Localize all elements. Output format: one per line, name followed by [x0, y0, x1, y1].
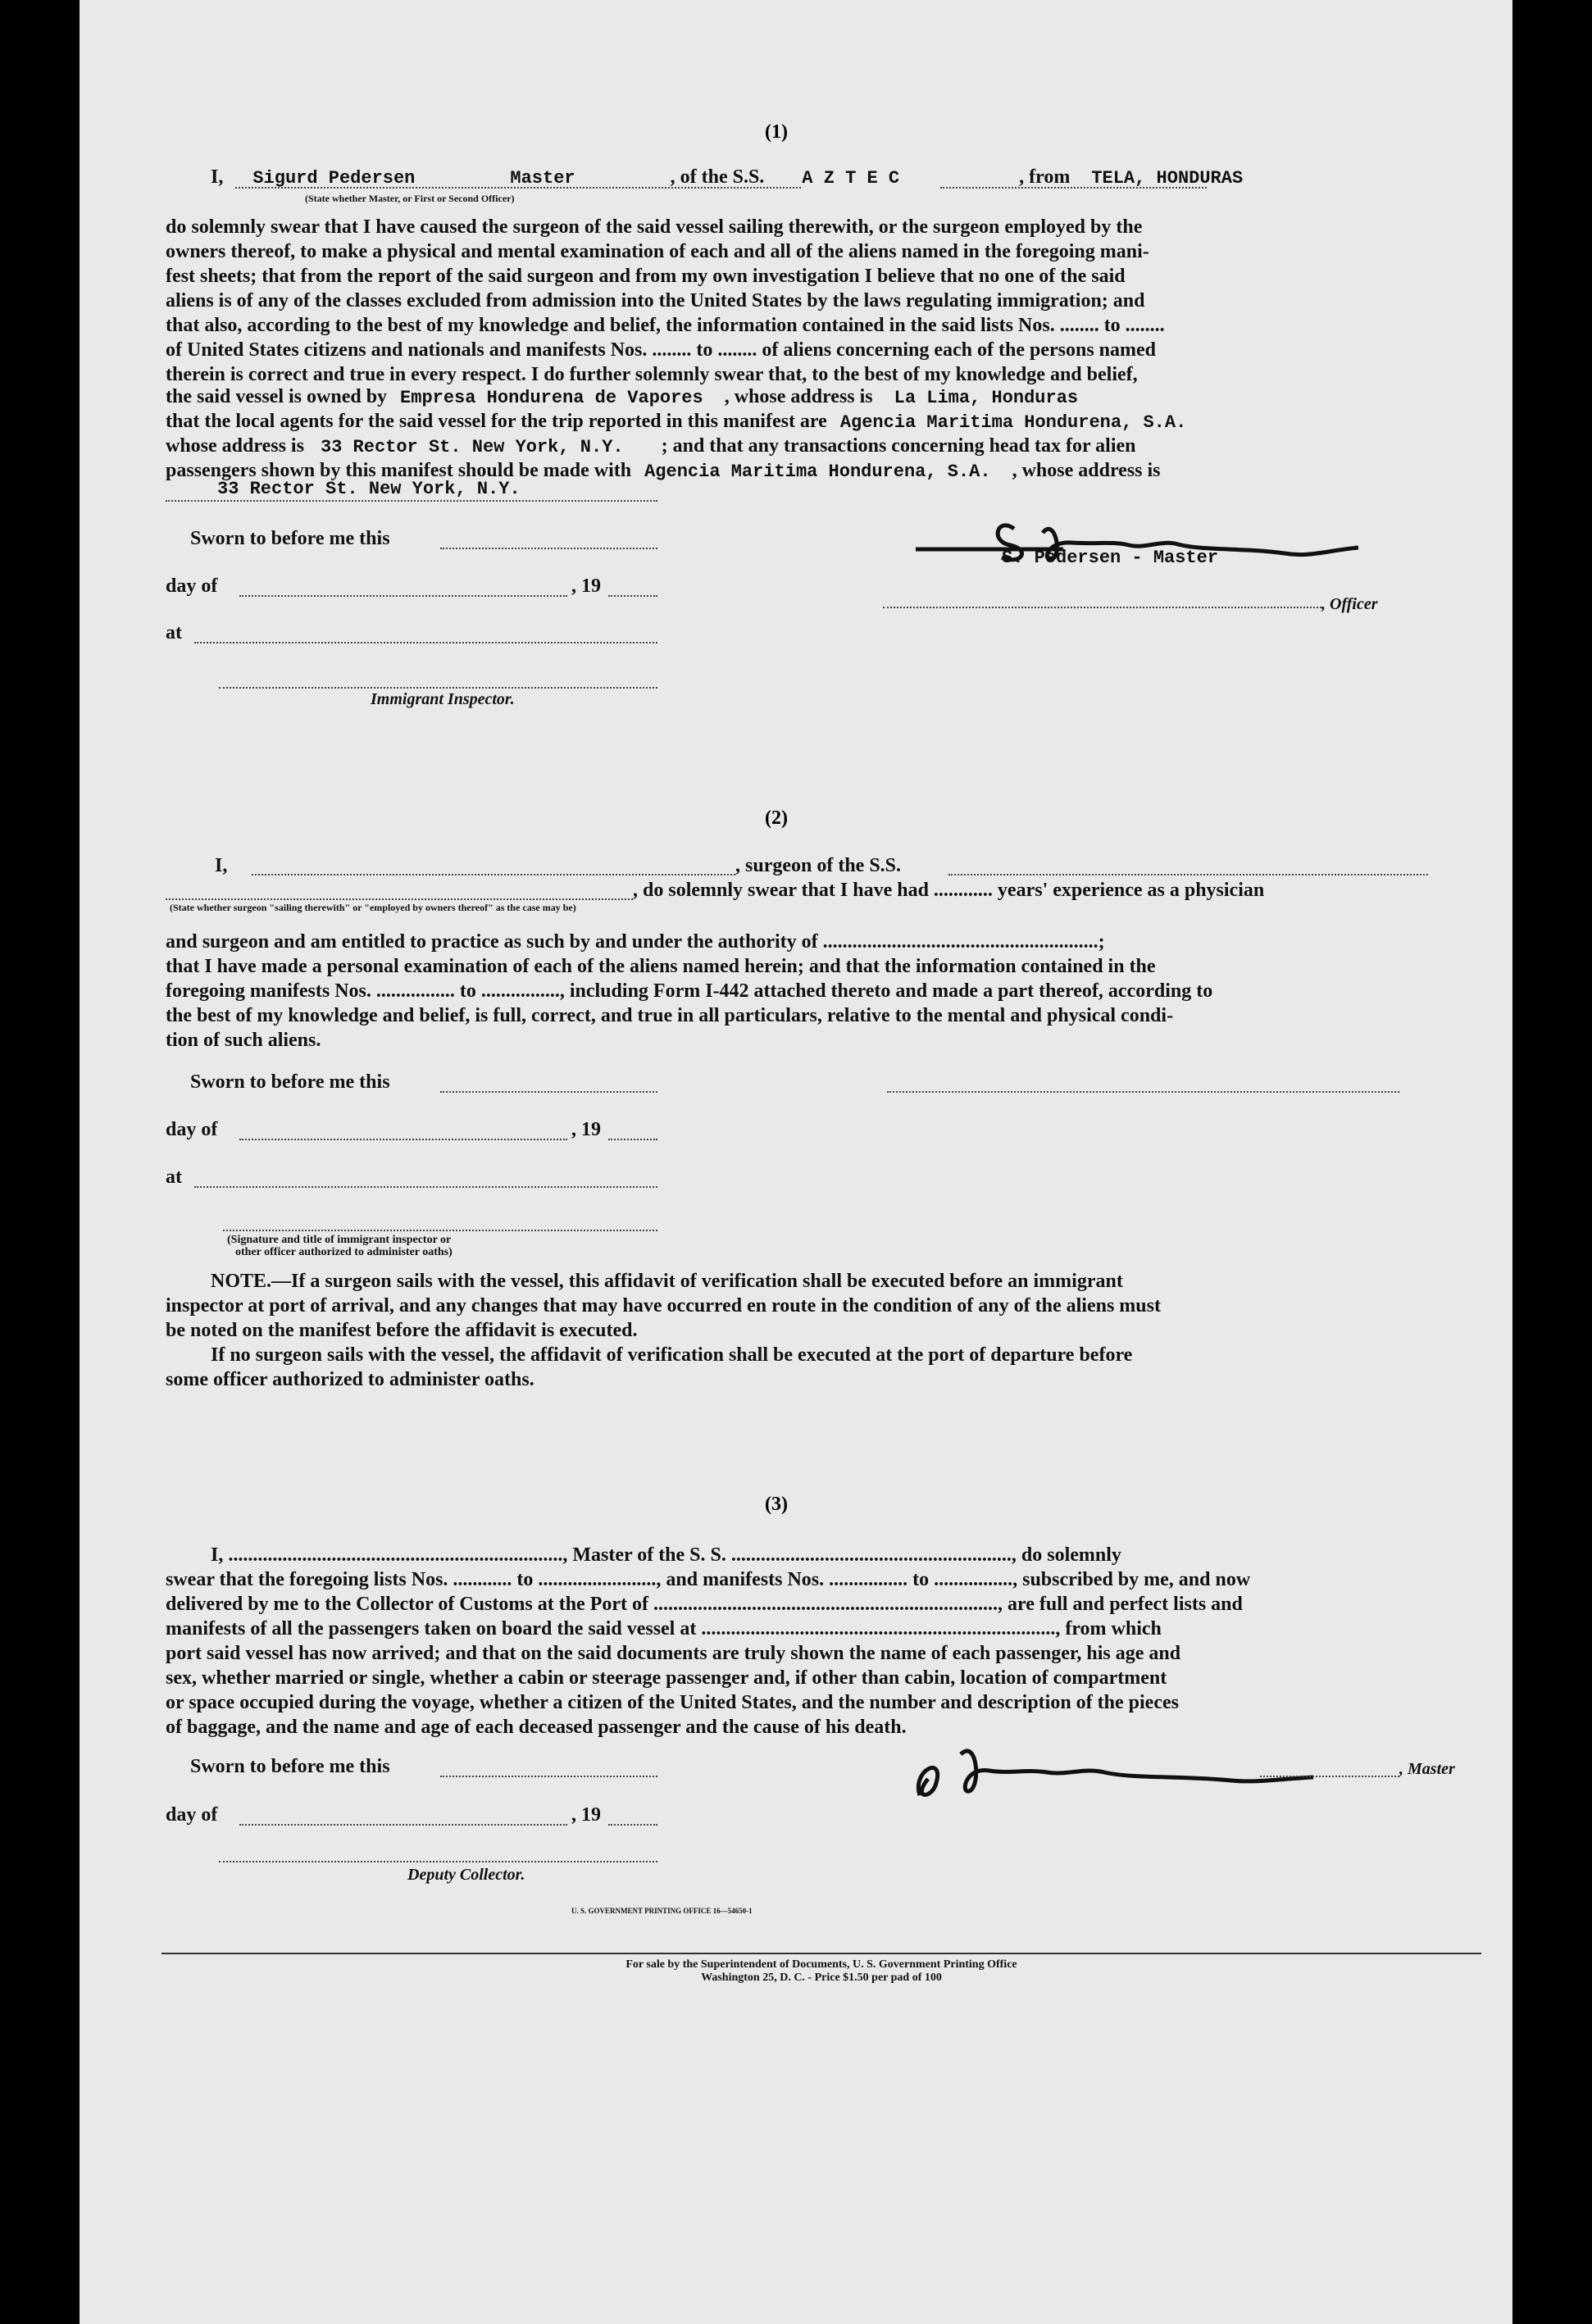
body-line: that I have made a personal examination of each of the aliens named herein; and that the information contained in the	[166, 956, 1156, 977]
day-of-label: day of	[166, 575, 218, 597]
note-block	[166, 1269, 1161, 1392]
note-line: If no surgeon sails with the vessel, the affidavit of verification shall be executed at the port of departure before	[211, 1344, 1133, 1366]
state-note: (State whether surgeon "sailing therewith" or "employed by owners thereof" as the case may be)	[170, 902, 576, 913]
section-3-sworn-rule	[440, 1776, 657, 1777]
year-label: , 19	[571, 575, 601, 597]
agents-label: that the local agents for the said vessel for the trip reported in this manifest are	[166, 411, 827, 432]
section-2-year: , 19	[571, 1119, 601, 1140]
section-2-at: at	[166, 1167, 182, 1188]
agents-line	[166, 412, 1186, 432]
section-2-at-rule	[194, 1186, 657, 1188]
body-line: fest sheets; that from the report of the said surgeon and from my own investigation I believe that no one of the said	[166, 266, 1126, 287]
body-line: aliens is of any of the classes excluded from admission into the United States by the laws regulating immigration; and	[166, 290, 1145, 312]
port-from: TELA, HONDURAS	[1091, 168, 1244, 189]
body-line: sex, whether married or single, whether a cabin or steerage passenger and, if other than cabin, location of compartment	[166, 1667, 1167, 1689]
officer-rule	[883, 607, 1321, 608]
body-line: manifests of all the passengers taken on board the said vessel at ........................................................................, from which	[166, 1618, 1162, 1640]
section-1-body	[166, 215, 1481, 387]
agents-address: 33 Rector St. New York, N.Y.	[320, 437, 624, 457]
section-3-year-rule	[608, 1824, 657, 1826]
inspector-rule	[219, 687, 657, 689]
body-line: the best of my knowledge and belief, is full, correct, and true in all particulars, relative to the mental and physical condi-	[166, 1005, 1174, 1026]
note-line: some officer authorized to administer oaths.	[166, 1369, 534, 1390]
owned-by-label: the said vessel is owned by	[166, 386, 388, 407]
i-label: I,	[211, 166, 224, 188]
section-3-day-rule	[239, 1824, 567, 1826]
manifest-page	[80, 0, 1512, 2324]
section-2-year-rule	[608, 1139, 657, 1140]
deputy-label: Deputy Collector.	[407, 1866, 525, 1884]
agents-value: Agencia Maritima Hondurena, S.A.	[839, 412, 1187, 433]
sale-line-2: Washington 25, D. C. - Price $1.50 per pad of 100	[701, 1972, 942, 1984]
rank-note: (State whether Master, or First or Second Officer)	[305, 193, 515, 204]
note-line: inspector at port of arrival, and any changes that may have occurred en route in the condition of any of the aliens must	[166, 1295, 1161, 1317]
sworn-rule	[440, 548, 657, 549]
name-rule	[235, 187, 801, 189]
deputy-rule	[219, 1861, 657, 1862]
master-signature-3	[887, 1721, 1330, 1812]
agents-address-line	[166, 436, 1136, 457]
whose-address-label: , whose address is	[724, 386, 873, 407]
head-tax-label: ; and that any transactions concerning head tax for alien	[661, 435, 1136, 457]
from-label: , from	[1019, 166, 1071, 188]
body-line: I, ...................................................................., Master of the S. S. ........................................................., do solemnly	[211, 1544, 1121, 1566]
day-rule	[239, 595, 567, 597]
vessel-rule	[940, 187, 1207, 189]
section-1-number: (1)	[765, 121, 788, 143]
section-1-header-line	[211, 167, 1243, 188]
body-line: therein is correct and true in every respect. I do further solemnly swear that, to the best of my knowledge and belief,	[166, 364, 1138, 385]
at-label: at	[166, 622, 182, 644]
whose-address-tail: , whose address is	[1012, 460, 1161, 481]
section-2-sworn: Sworn to before me this	[190, 1071, 390, 1093]
section-2-day-rule	[239, 1139, 567, 1140]
body-line: of United States citizens and nationals and manifests Nos. ........ to ........ of aliens concerning each of the persons named	[166, 339, 1157, 361]
section-2-i: I,	[215, 855, 228, 876]
section-3-sworn: Sworn to before me this	[190, 1756, 390, 1777]
note-line: NOTE.—If a surgeon sails with the vessel, this affidavit of verification shall be executed before an immigrant	[211, 1271, 1123, 1292]
section-3-number: (3)	[765, 1494, 788, 1515]
sale-line-1: For sale by the Superintendent of Documents, U. S. Government Printing Office	[625, 1958, 1017, 1971]
surgeon-oath-line: , do solemnly swear that I have had ............ years' experience as a physician	[633, 880, 1265, 901]
whose-address-is-label: whose address is	[166, 435, 304, 457]
address-rule	[166, 500, 657, 502]
section-3-year: , 19	[571, 1804, 601, 1826]
gpo-line: U. S. GOVERNMENT PRINTING OFFICE 16—54650-1	[571, 1907, 753, 1915]
surgeon-name-rule	[252, 874, 735, 875]
sig-note-2: other officer authorized to administer oaths)	[235, 1246, 453, 1258]
owner-line	[166, 387, 1078, 407]
owner-value: Empresa Hondurena de Vapores	[400, 388, 703, 408]
section-2-inspector-rule	[223, 1230, 657, 1231]
surgeon-vessel-rule	[948, 874, 1428, 875]
body-line: swear that the foregoing lists Nos. ............ to ........................, and manifests Nos. ................ to ................, subscribed by me, and now	[166, 1569, 1251, 1590]
note-line: be noted on the manifest before the affidavit is executed.	[166, 1320, 638, 1341]
owner-address: La Lima, Honduras	[894, 388, 1079, 408]
head-tax-agent: Agencia Maritima Hondurena, S.A.	[644, 462, 991, 482]
body-line: owners thereof, to make a physical and mental examination of each and all of the aliens named in the foregoing mani-	[166, 241, 1149, 262]
body-line: tion of such aliens.	[166, 1030, 321, 1051]
surgeon-of-label: , surgeon of the S.S.	[735, 855, 902, 876]
officer-label: , Officer	[1321, 595, 1378, 613]
of-the-ss-label: , of the S.S.	[670, 166, 765, 188]
body-line: port said vessel has now arrived; and that on the said documents are truly shown the name of each passenger, his age and	[166, 1643, 1181, 1664]
section-3-day-of: day of	[166, 1804, 218, 1826]
body-line: foregoing manifests Nos. ................ to ................, including Form I-442 attached thereto and made a part thereof, according to	[166, 980, 1213, 1002]
section-2-number: (2)	[765, 807, 788, 829]
surgeon-signature-rule	[887, 1091, 1399, 1093]
master-name: Sigurd Pedersen	[252, 168, 416, 189]
passengers-label: passengers shown by this manifest should be made with	[166, 460, 632, 481]
vessel-name: A Z T E C	[802, 168, 900, 189]
section-2-sworn-rule	[440, 1091, 657, 1093]
body-line: that also, according to the best of my knowledge and belief, the information contained in the said lists Nos. ........ to ........	[166, 315, 1165, 336]
section-2-day-of: day of	[166, 1119, 218, 1140]
body-line: do solemnly swear that I have caused the surgeon of the said vessel sailing therewith, or the surgeon employed by the	[166, 216, 1143, 238]
rank-value: Master	[510, 168, 575, 189]
master-label: , Master	[1399, 1760, 1455, 1778]
head-tax-address: 33 Rector St. New York, N.Y.	[217, 479, 521, 499]
sig-note-1: (Signature and title of immigrant inspector or	[227, 1234, 452, 1246]
body-line: and surgeon and am entitled to practice as such by and under the authority of ........................................................;	[166, 931, 1105, 953]
section-3-body	[166, 1543, 1250, 1740]
inspector-label: Immigrant Inspector.	[371, 690, 515, 708]
footer-divider	[161, 1953, 1481, 1954]
at-rule	[194, 642, 657, 644]
body-line: of baggage, and the name and age of each deceased passenger and the cause of his death.	[166, 1717, 907, 1738]
year-rule	[608, 595, 657, 597]
section-2-body	[166, 930, 1212, 1053]
body-line: delivered by me to the Collector of Customs at the Port of ......................................................................, are full and perfect lists and	[166, 1594, 1243, 1615]
sworn-label: Sworn to before me this	[190, 528, 390, 549]
master-rule	[1260, 1776, 1399, 1777]
typed-signature: S. Pedersen - Master	[1002, 548, 1219, 568]
body-line: or space occupied during the voyage, whether a citizen of the United States, and the number and description of the pieces	[166, 1692, 1179, 1713]
surgeon-status-rule	[166, 898, 633, 900]
